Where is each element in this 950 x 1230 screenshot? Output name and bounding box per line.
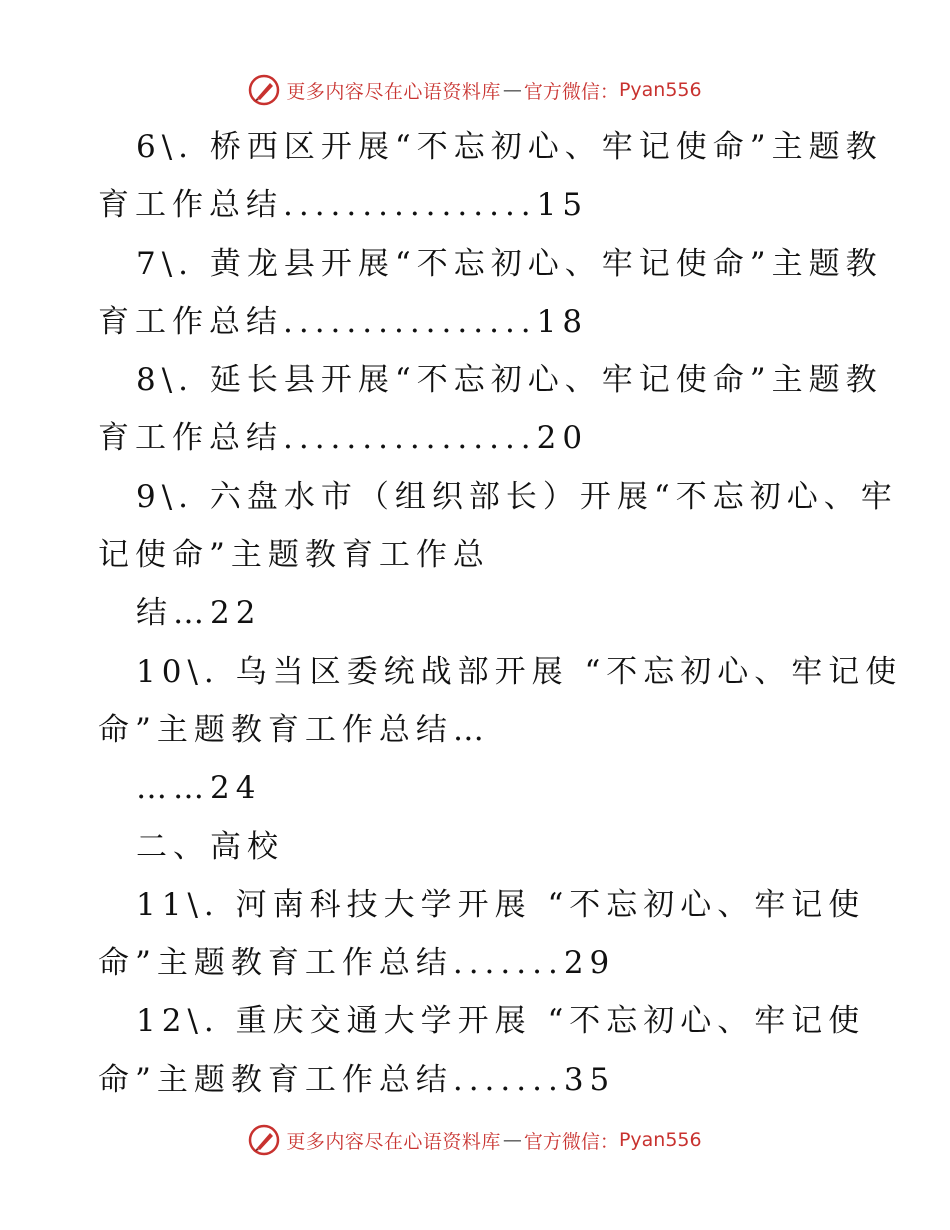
toc-section-heading: 二、高校 bbox=[136, 828, 284, 865]
banner-dash: — bbox=[502, 79, 522, 101]
toc-line: 育工作总结................15 bbox=[98, 187, 589, 224]
toc-line: 8\. 延长县开展“不忘初心、牢记使命”主题教 bbox=[136, 362, 883, 399]
toc-line: 记使命”主题教育工作总 bbox=[98, 537, 490, 574]
table-of-contents bbox=[0, 118, 950, 1109]
toc-line: 10\. 乌当区委统战部开展 “不忘初心、牢记使 bbox=[136, 653, 903, 690]
quill-pen-logo-icon bbox=[248, 1124, 280, 1156]
toc-line: ……24 bbox=[136, 770, 262, 807]
toc-line: 命”主题教育工作总结… bbox=[98, 711, 490, 748]
banner-main-text: 更多内容尽在心语资料库 bbox=[286, 80, 501, 103]
footer-watermark-banner bbox=[0, 1120, 950, 1160]
banner-wechat-id: Pyan556 bbox=[618, 79, 702, 101]
banner-dash: — bbox=[502, 1129, 522, 1151]
banner-main-text: 更多内容尽在心语资料库 bbox=[286, 1130, 501, 1153]
toc-line: 7\. 黄龙县开展“不忘初心、牢记使命”主题教 bbox=[136, 245, 883, 282]
toc-line: 命”主题教育工作总结.......29 bbox=[98, 945, 616, 982]
toc-line: 结…22 bbox=[136, 595, 262, 632]
header-watermark-banner bbox=[0, 70, 950, 110]
toc-line: 11\. 河南科技大学开展 “不忘初心、牢记使 bbox=[136, 886, 866, 923]
toc-line: 9\. 六盘水市（组织部长）开展“不忘初心、牢 bbox=[136, 478, 898, 515]
quill-pen-logo-icon bbox=[248, 74, 280, 106]
toc-line: 12\. 重庆交通大学开展 “不忘初心、牢记使 bbox=[136, 1003, 866, 1040]
toc-line: 6\. 桥西区开展“不忘初心、牢记使命”主题教 bbox=[136, 129, 883, 165]
banner-wechat-id: Pyan556 bbox=[618, 1129, 702, 1151]
toc-line: 命”主题教育工作总结.......35 bbox=[98, 1061, 616, 1098]
banner-official-label: 官方微信： bbox=[523, 80, 619, 103]
toc-line: 育工作总结................18 bbox=[98, 303, 589, 340]
banner-official-label: 官方微信： bbox=[523, 1130, 619, 1153]
toc-line: 育工作总结................20 bbox=[98, 420, 589, 457]
